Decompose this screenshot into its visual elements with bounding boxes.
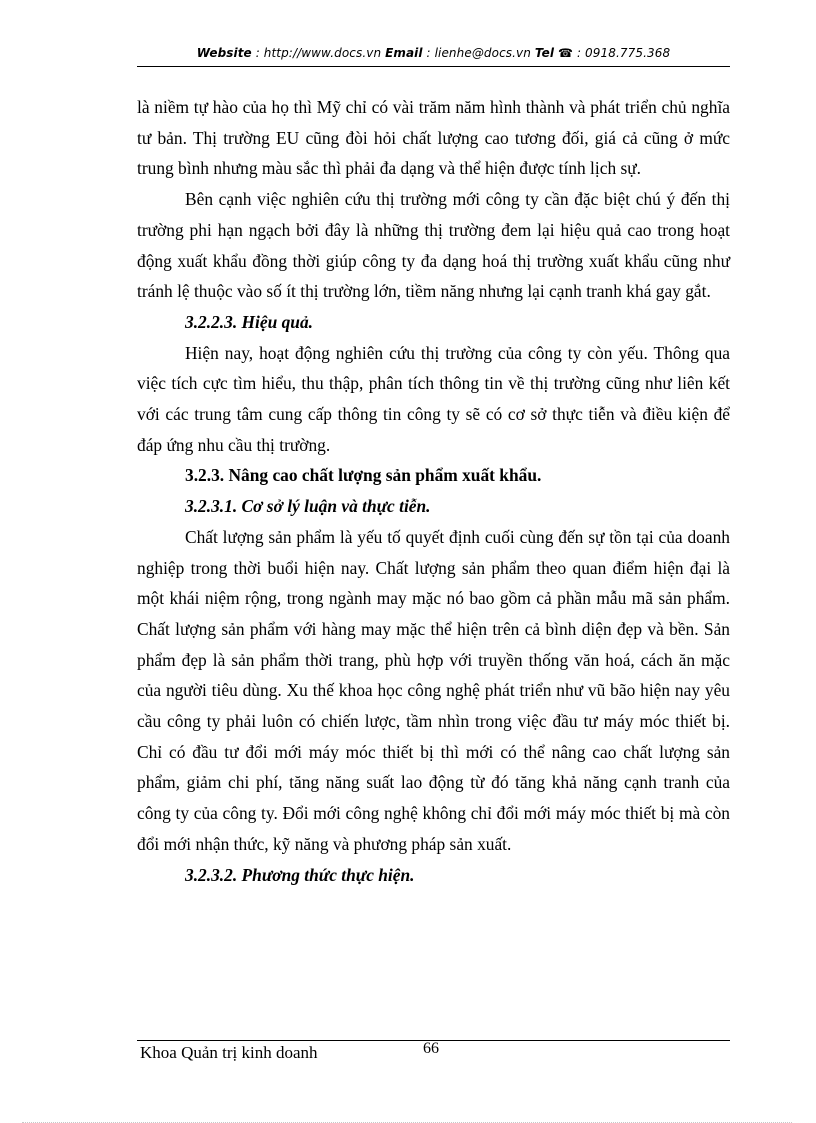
section-heading-3-2-3: 3.2.3. Nâng cao chất lượng sản phẩm xuất khẩu. [185, 465, 542, 486]
section-heading-3-2-3-2: 3.2.3.2. Phương thức thực hiện. [185, 864, 415, 885]
section-heading-3-2-3-1: 3.2.3.1. Cơ sở lý luận và thực tiễn. [185, 496, 431, 517]
section-heading-3-2-2-3: 3.2.2.3. Hiệu quả. [185, 311, 314, 332]
email-value: : lienhe@docs.vn [422, 46, 535, 60]
paragraph-2: Bên cạnh việc nghiên cứu thị trường mới công ty cần đặc biệt chú ý đến thị trường phi hạn ngạch bởi đây là những thị trường đem lại hiệu quả cao trong hoạt động xuất khẩu đồng thời giúp công ty đa dạng hoá thị trường xuất khẩu cũng như tránh lệ thuộc vào số ít thị trường lớn, tiềm năng nhưng lại cạnh tranh khá gay gắt. [137, 189, 730, 302]
page-number: 66 [423, 1040, 439, 1057]
website-value: : http://www.docs.vn [251, 46, 386, 60]
email-label: Email [385, 46, 423, 60]
paragraph-4: Chất lượng sản phẩm là yếu tố quyết định cuối cùng đến sự tồn tại của doanh nghiệp trong thời buổi hiện nay. Chất lượng sản phẩm theo quan điểm hiện đại là một khái niệm rộng, trong ngành may mặc nó bao gồm cả phần mẫu mã sản phẩm. Chất lượng sản phẩm với hàng may mặc thể hiện trên cả bình diện đẹp và bền. Sản phẩm đẹp là sản phẩm thời trang, phù hợp với truyền thống văn hoá, cách ăn mặc của người tiêu dùng. Xu thế khoa học công nghệ phát triển như vũ bão hiện nay yêu cầu công ty phải luôn có chiến lược, tầm nhìn trong việc đầu tư máy móc thiết bị. Chỉ có đầu tư đổi mới máy móc thiết bị thì mới có thể nâng cao chất lượng sản phẩm, giảm chi phí, tăng năng suất lao động từ đó tăng khả năng cạnh tranh của công ty của công ty. Đổi mới công nghệ không chỉ đổi mới máy móc thiết bị mà còn đổi mới nhận thức, kỹ năng và phương pháp sản xuất. [137, 526, 730, 854]
website-label: Website [196, 46, 252, 60]
phone-icon: ☎ [558, 46, 574, 60]
page-header [137, 46, 730, 60]
tel-value: : 0918.775.368 [573, 46, 671, 60]
paragraph-3: Hiện nay, hoạt động nghiên cứu thị trường của công ty còn yếu. Thông qua việc tích cực tìm hiểu, thu thập, phân tích thông tin về thị trường cũng như liên kết với các trung tâm cung cấp thông tin công ty sẽ có cơ sở thực tiễn và điều kiện để đáp ứng nhu cầu thị trường. [137, 342, 730, 455]
tel-label: Tel [534, 46, 555, 60]
header-divider [137, 66, 730, 67]
document-body [137, 92, 730, 890]
footer-department: Khoa Quản trị kinh doanh [140, 1043, 318, 1062]
paragraph-1: là niềm tự hào của họ thì Mỹ chỉ có vài trăm năm hình thành và phát triển chủ nghĩa tư bản. Thị trường EU cũng đòi hỏi chất lượng cao tương đối, giá cả cũng ở mức trung bình nhưng màu sắc thì phải đa dạng và thể hiện được tính lịch sự. [137, 97, 730, 179]
